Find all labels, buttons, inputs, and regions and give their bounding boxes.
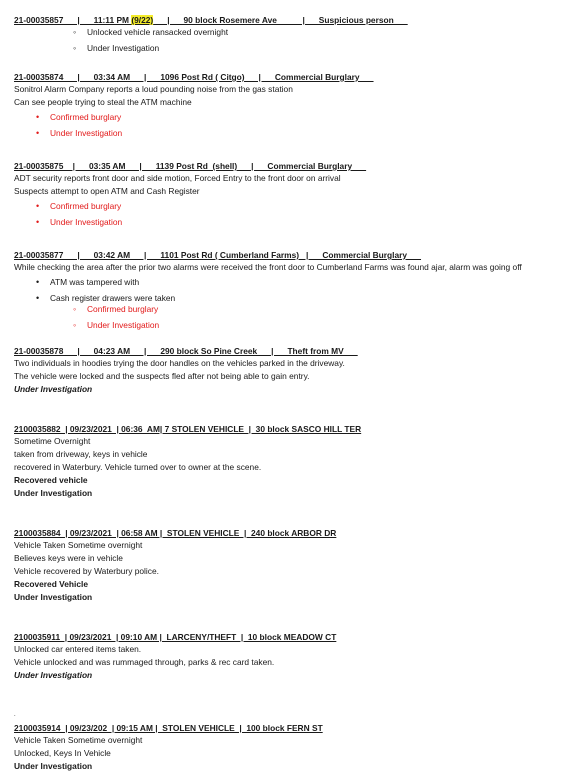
- status-list: [14, 24, 559, 56]
- highlighted-date: (9/22): [131, 15, 154, 25]
- entry-text: Vehicle Taken Sometime overnight: [14, 735, 143, 745]
- stray-dot: .: [14, 712, 16, 718]
- entry-header: 21-00035878 | 04:23 AM | 290 block So Pine Creek | Theft from MV: [14, 346, 358, 356]
- list-item: • Under Investigation: [50, 125, 559, 141]
- status-text: Under Investigation: [14, 592, 93, 602]
- log-entry: [14, 160, 559, 230]
- entry-text: While checking the area after the prior two alarms were received the front door to Cumberland Farms was found ajar, alarm was going off: [14, 262, 522, 272]
- status-list: [14, 109, 559, 141]
- log-entry: [14, 71, 559, 141]
- list-item: ◦ Unlocked vehicle ransacked overnight: [87, 24, 559, 40]
- status-text: Under Investigation: [14, 384, 93, 394]
- entry-text: recovered in Waterbury. Vehicle turned over to owner at the scene.: [14, 462, 262, 472]
- entry-text: Vehicle Taken Sometime overnight: [14, 540, 143, 550]
- log-entry: [14, 345, 559, 396]
- status-text: Recovered vehicle: [14, 475, 88, 485]
- entry-text: The vehicle were locked and the suspects fled after not being able to gain entry.: [14, 371, 310, 381]
- entry-text: taken from driveway, keys in vehicle: [14, 449, 148, 459]
- status-text: Under Investigation: [14, 670, 93, 680]
- status-text: Under Investigation: [14, 761, 93, 771]
- entry-text: Believes keys were in vehicle: [14, 553, 123, 563]
- status-list: [14, 301, 559, 333]
- entry-text: Can see people trying to steal the ATM machine: [14, 97, 192, 107]
- header-text: 21-00035857 | 11:11 PM: [14, 15, 132, 25]
- entry-header: 2100035911 | 09/23/2021 | 09:10 AM | LARCENY/THEFT | 10 block MEADOW CT: [14, 632, 337, 642]
- log-entry: [14, 249, 559, 333]
- entry-text: Sonitrol Alarm Company reports a loud pounding noise from the gas station: [14, 84, 293, 94]
- entry-header: 2100035882 | 09/23/2021 | 06:36 AM| 7 STOLEN VEHICLE | 30 block SASCO HILL TER: [14, 424, 362, 434]
- log-entry: [14, 14, 559, 56]
- list-item: • Under Investigation: [50, 214, 559, 230]
- entry-text: Unlocked car entered items taken.: [14, 644, 142, 654]
- entry-text: Suspects attempt to open ATM and Cash Register: [14, 186, 200, 196]
- log-entry: [14, 527, 559, 604]
- list-item: ◦ Confirmed burglary: [87, 301, 559, 317]
- entry-header: 21-00035877 | 03:42 AM | 1101 Post Rd ( Cumberland Farms) | Commercial Burglary: [14, 250, 422, 260]
- entry-text: Sometime Overnight: [14, 436, 91, 446]
- entry-text: Vehicle unlocked and was rummaged through, parks & rec card taken.: [14, 657, 275, 667]
- entry-header: 21-00035874 | 03:34 AM | 1096 Post Rd ( Citgo) | Commercial Burglary: [14, 72, 374, 82]
- list-item: • ATM was tampered with: [50, 274, 559, 290]
- entry-header: 2100035914 | 09/23/202 | 09:15 AM | STOLEN VEHICLE | 100 block FERN ST: [14, 723, 323, 733]
- list-item: • Confirmed burglary: [50, 109, 559, 125]
- log-entry: [14, 722, 559, 773]
- status-text: Under Investigation: [14, 488, 93, 498]
- entry-text: Two individuals in hoodies trying the door handles on the vehicles parked in the driveway.: [14, 358, 345, 368]
- log-entry: [14, 631, 559, 682]
- entry-text: Unlocked, Keys In Vehicle: [14, 748, 111, 758]
- entry-text: ADT security reports front door and side motion, Forced Entry to the front door on arrival: [14, 173, 341, 183]
- entry-header: 21-00035875 | 03:35 AM | 1139 Post Rd (shell) | Commercial Burglary: [14, 161, 367, 171]
- header-text: | 90 block Rosemere Ave | Suspicious person: [153, 15, 408, 25]
- list-item: • Cash register drawers were taken: [50, 290, 559, 306]
- log-entry: [14, 423, 559, 500]
- status-list: [14, 198, 559, 230]
- status-text: Recovered Vehicle: [14, 579, 89, 589]
- list-item: ◦ Under Investigation: [87, 317, 559, 333]
- list-item: • Confirmed burglary: [50, 198, 559, 214]
- entry-header: 2100035884 | 09/23/2021 | 06:58 AM | STOLEN VEHICLE | 240 block ARBOR DR: [14, 528, 337, 538]
- entry-text: Vehicle recovered by Waterbury police.: [14, 566, 159, 576]
- list-item: ◦ Under Investigation: [87, 40, 559, 56]
